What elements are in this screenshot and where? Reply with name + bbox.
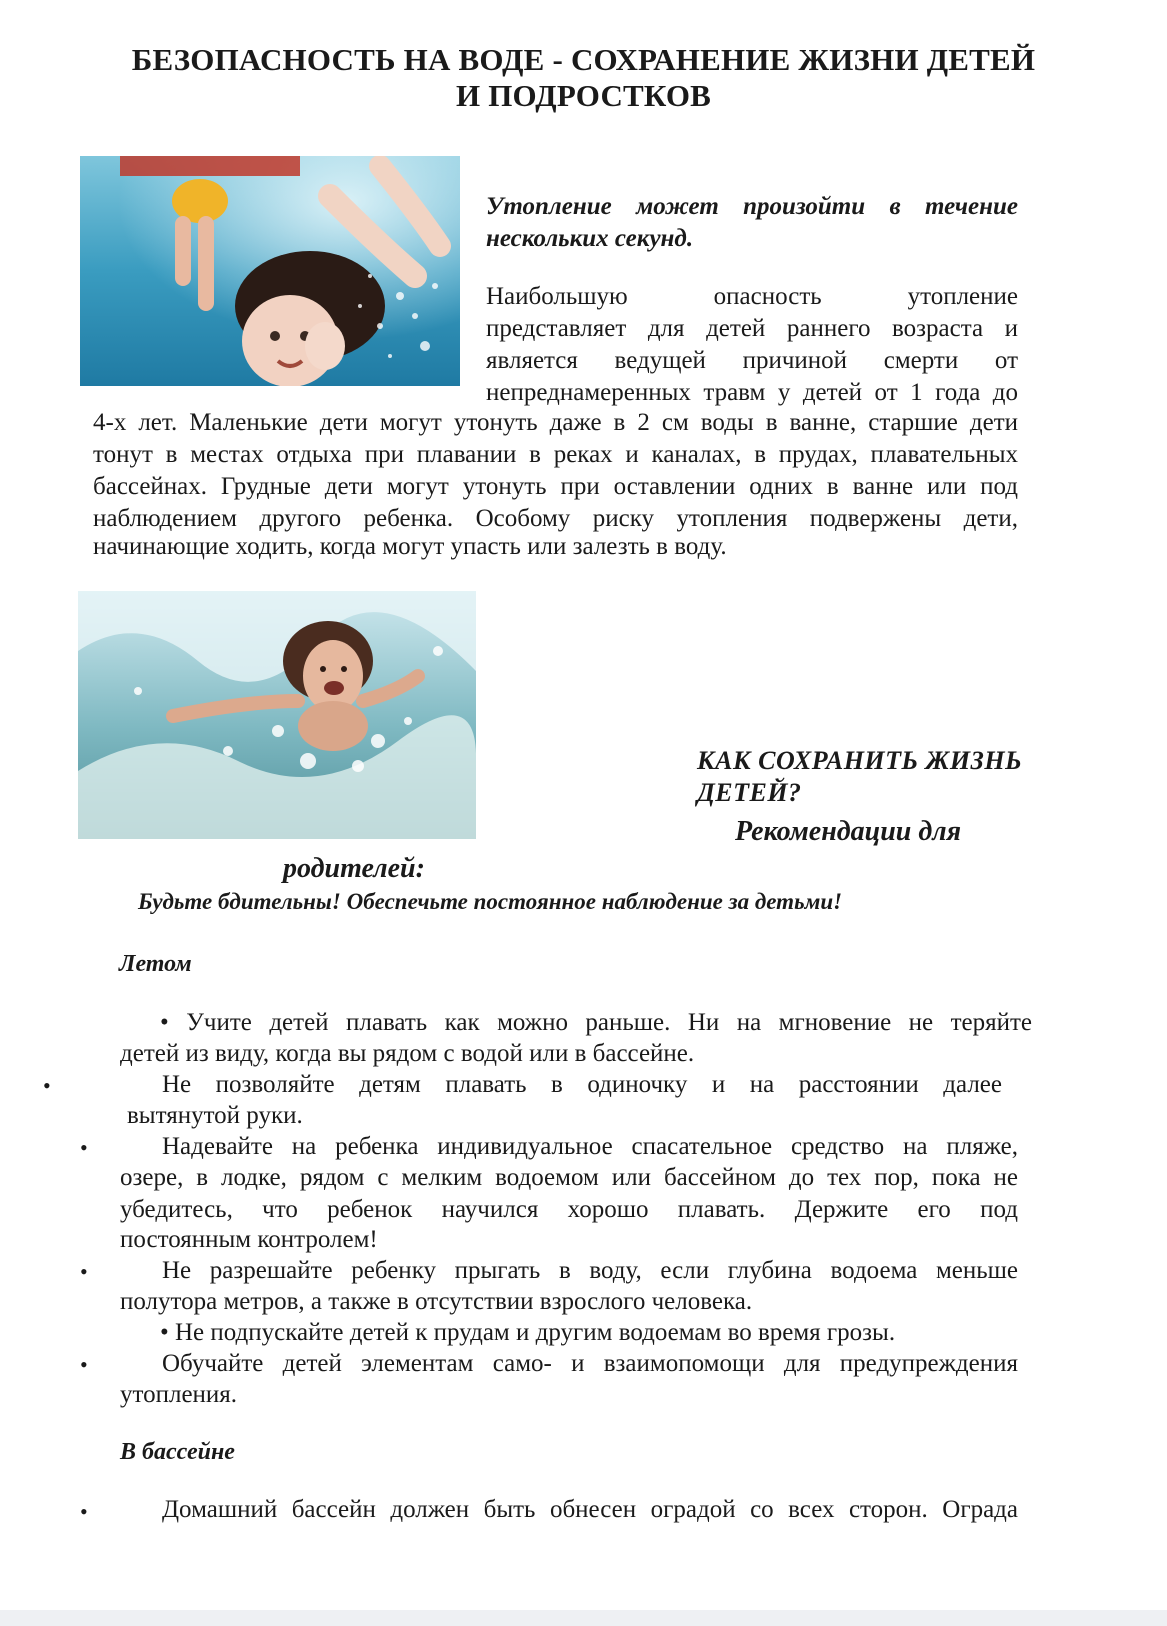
summer-bullet-6: Обучайте детей элементам само- и взаимопомощи для предупреждения xyxy=(162,1350,1018,1377)
intro-line: является ведущей причиной смерти от xyxy=(486,347,1018,374)
summer-bullet-3-end: постоянным контролем! xyxy=(120,1226,378,1253)
subheading-line-1: Утопление может произойти в течение xyxy=(486,193,1018,220)
pool-heading: В бассейне xyxy=(120,1439,235,1465)
underwater-swimmers-photo xyxy=(80,156,460,386)
pool-bullet-1: Домашний бассейн должен быть обнесен оградой со всех сторон. Ограда xyxy=(162,1496,1018,1523)
intro-line: представляет для детей раннего возраста и xyxy=(486,315,1018,342)
summer-heading: Летом xyxy=(119,951,192,977)
how-to-save-heading: КАК СОХРАНИТЬ ЖИЗНЬ ДЕТЕЙ? xyxy=(697,746,1023,807)
summer-bullet-2-cont: вытянутой руки. xyxy=(127,1102,303,1129)
recommendations-heading-1: Рекомендации для xyxy=(735,816,962,847)
summer-bullet-5: • Не подпускайте детей к прудам и другим водоемам во время грозы. xyxy=(160,1319,896,1346)
intro-line: бассейнах. Грудные дети могут утонуть при оставлении одних в ванне или под xyxy=(93,473,1018,500)
intro-paragraph-right xyxy=(486,281,1018,409)
intro-line: тонут в местах отдыха при плавании в реках и каналах, в прудах, плавательных xyxy=(93,441,1018,468)
summer-bullet-6-cont: утопления. xyxy=(120,1381,238,1408)
bullet-marker: • xyxy=(80,1135,88,1160)
summer-bullet-2: Не позволяйте детям плавать в одиночку и на расстоянии далее xyxy=(162,1071,1002,1098)
intro-line: Наибольшую опасность утопление xyxy=(486,283,1018,310)
drowning-subheading xyxy=(486,191,1018,223)
summer-bullet-1: • Учите детей плавать как можно раньше. Ни на мгновение не теряйте xyxy=(160,1009,1032,1036)
page-bottom-edge xyxy=(0,1610,1167,1626)
title-line-2: И ПОДРОСТКОВ xyxy=(455,78,712,113)
bullet-marker: • xyxy=(43,1073,51,1098)
summer-bullet-4: Не разрешайте ребенку прыгать в воду, если глубина водоема меньше xyxy=(162,1257,1018,1284)
intro-line: наблюдением другого ребенка. Особому риску утопления подвержены дети, xyxy=(93,505,1018,532)
intro-paragraph-full xyxy=(93,407,1018,535)
intro-line: непреднамеренных травм у детей от 1 года до xyxy=(486,379,1018,406)
page-title xyxy=(60,42,1107,114)
summer-bullet-4-cont: полутора метров, а также в отсутствии взрослого человека. xyxy=(120,1288,753,1315)
title-line-1: БЕЗОПАСНОСТЬ НА ВОДЕ - СОХРАНЕНИЕ ЖИЗНИ ДЕТЕЙ xyxy=(131,42,1036,77)
child-splashing-photo xyxy=(78,591,476,839)
drowning-subheading-2: нескольких секунд. xyxy=(486,225,694,252)
intro-line: 4-х лет. Маленькие дети могут утонуть даже в 2 см воды в ванне, старшие дети xyxy=(93,409,1018,436)
bullet-marker: • xyxy=(80,1499,88,1524)
summer-bullet-3-cont: озере, в лодке, рядом с мелким водоемом или бассейном до тех пор, пока не убедитесь, что ребенок научился хорошо плавать. Держите его под xyxy=(120,1164,1018,1223)
summer-bullet-1-cont: детей из виду, когда вы рядом с водой или в бассейне. xyxy=(120,1040,695,1067)
intro-last-line: начинающие ходить, когда могут упасть или залезть в воду. xyxy=(93,533,727,560)
recommendations-heading-2: родителей: xyxy=(283,853,425,884)
vigilance-line: Будьте бдительны! Обеспечьте постоянное наблюдение за детьми! xyxy=(138,889,843,914)
bullet-marker: • xyxy=(80,1352,88,1377)
bullet-marker: • xyxy=(80,1259,88,1284)
summer-bullet-3: Надевайте на ребенка индивидуальное спасательное средство на пляже, xyxy=(162,1133,1018,1160)
